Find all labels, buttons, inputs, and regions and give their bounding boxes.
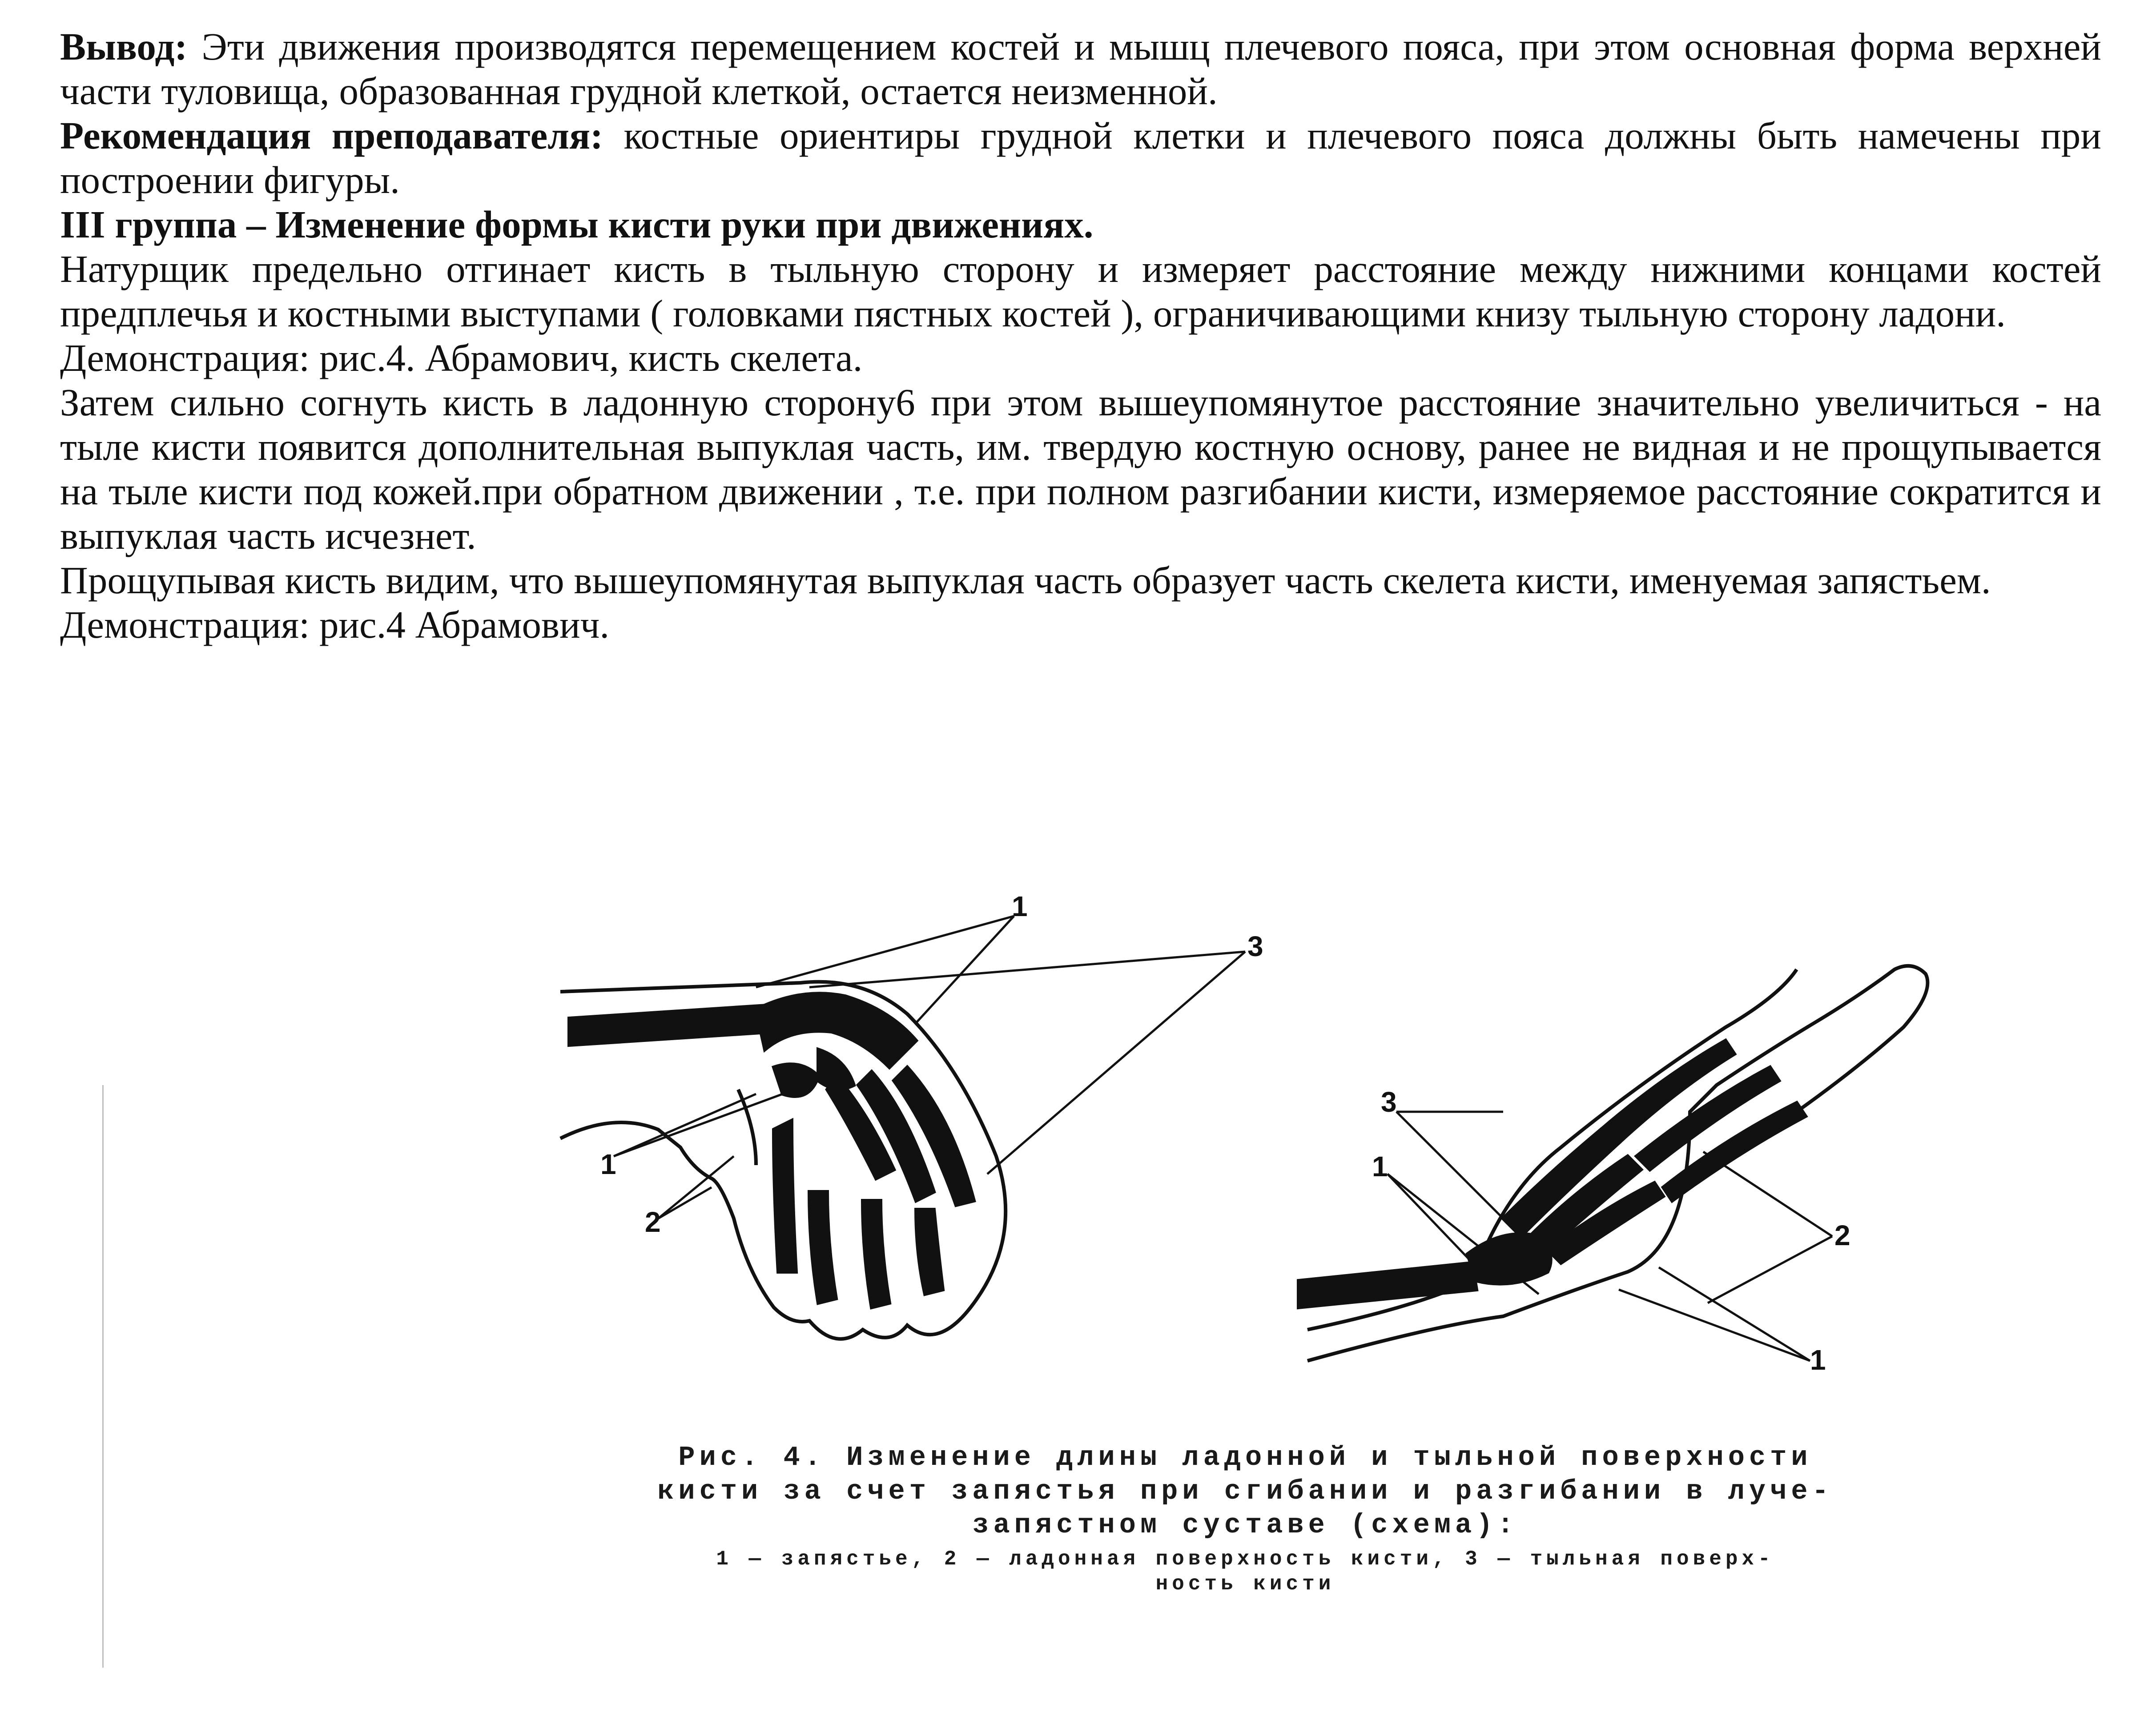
right-hand-extended xyxy=(1299,966,1927,1361)
conclusion-text: Эти движения производятся перемещением костей и мышц плечевого пояса, при этом основная форма верхней части туловища, образованная грудной клеткой, остается неизменной. xyxy=(60,25,2101,113)
left-hand-flexed xyxy=(560,982,1006,1339)
right-label-1-mid: 1 xyxy=(1372,1150,1388,1182)
right-label-3: 3 xyxy=(1381,1086,1397,1118)
caption-line-3: запястном суставе (схема): xyxy=(972,1509,1518,1541)
left-label-1-mid: 1 xyxy=(600,1148,616,1180)
left-label-3: 3 xyxy=(1247,930,1263,962)
caption-line-1: Рис. 4. Изменение длины ладонной и тыльной поверхности xyxy=(678,1442,1812,1473)
right-label-2: 2 xyxy=(1834,1219,1850,1251)
right-label-1-low: 1 xyxy=(1810,1344,1826,1376)
recommendation-label: Рекомендация преподавателя: xyxy=(60,114,603,157)
document-text xyxy=(60,24,2101,647)
left-label-1-top: 1 xyxy=(1012,890,1028,922)
conclusion-paragraph xyxy=(60,24,2101,113)
model-paragraph: Натурщик предельно отгинает кисть в тыльную сторону и измеряет расстояние между нижними концами костей предплечья и костными выступами ( головками пястных костей ), ограничивающими книзу тыльную сторону ладони. xyxy=(60,247,2101,335)
demonstration-line-1: Демонстрация: рис.4. Абрамович, кисть скелета. xyxy=(60,336,863,379)
flexion-paragraph: Затем сильно согнуть кисть в ладонную сторону6 при этом вышеупомянутое расстояние значительно увеличиться - на тыле кисти появится дополнительная выпуклая часть, им. твердую костную основу, ранее не видная и не прощупывается на тыле кисти под кожей.при обратном движении , т.е. при полном разгибании кисти, измеряемое расстояние сократится и выпуклая часть исчезнет. xyxy=(60,381,2101,557)
caption-line-2: кисти за счет запястья при сгибании и разгибании в луче- xyxy=(657,1476,1833,1507)
scan-edge-line xyxy=(102,1085,104,1668)
palpation-paragraph: Прощупывая кисть видим, что вышеупомянутая выпуклая часть образует часть скелета кисти, именуемая запястьем. xyxy=(60,559,1991,602)
conclusion-label: Вывод: xyxy=(60,25,188,68)
teacher-recommendation-paragraph xyxy=(60,113,2101,202)
left-label-2: 2 xyxy=(645,1206,661,1238)
legend-line-2: ность кисти xyxy=(1155,1572,1335,1596)
figure-caption xyxy=(578,1441,1912,1596)
demonstration-line-2: Демонстрация: рис.4 Абрамович. xyxy=(60,603,610,646)
legend-line-1: 1 — запястье, 2 — ладонная поверхность кисти, 3 — тыльная поверх- xyxy=(716,1548,1774,1571)
recommendation-text: костные ориентиры грудной клетки и плечевого пояса должны быть намечены при построении фигуры. xyxy=(60,114,2101,201)
group-heading: III группа – Изменение формы кисти руки при движениях. xyxy=(60,203,1094,246)
left-leader-lines xyxy=(614,916,1245,1218)
